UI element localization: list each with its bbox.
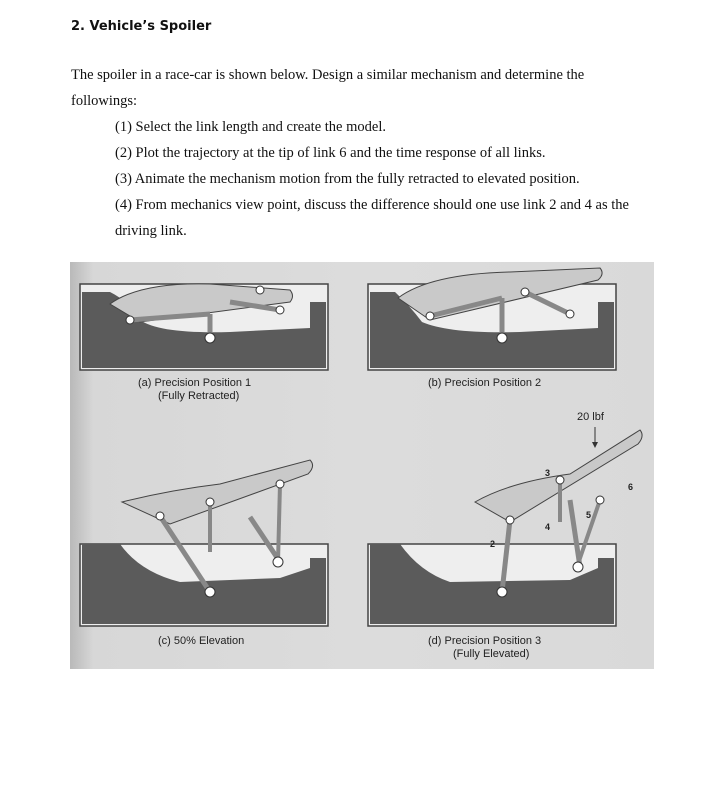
caption-b: (b) Precision Position 2 <box>428 377 542 389</box>
spoiler-figure <box>70 262 654 669</box>
link-2-label: 2 <box>490 539 496 549</box>
link-6-label: 6 <box>628 482 634 492</box>
link-4-label: 4 <box>545 522 551 532</box>
caption-c: (c) 50% Elevation <box>158 635 245 647</box>
caption-a-line1: (a) Precision Position 1 <box>138 377 252 389</box>
panel-a <box>80 284 328 402</box>
intro-line-2: followings: <box>71 93 138 109</box>
panel-d <box>368 411 642 660</box>
task-item-4-cont: driving link. <box>115 223 187 239</box>
link-3-label: 3 <box>545 468 551 478</box>
task-item-1: (1) Select the link length and create the model. <box>115 119 386 135</box>
task-item-3: (3) Animate the mechanism motion from the fully retracted to elevated position. <box>115 171 580 187</box>
task-list <box>115 114 675 244</box>
intro-line-1: The spoiler in a race-car is shown below. Design a similar mechanism and determine the <box>71 67 585 83</box>
spoiler-mechanism-drawing <box>70 262 654 669</box>
section-heading: 2. Vehicle’s Spoiler <box>71 19 212 34</box>
task-item-4: (4) From mechanics view point, discuss the difference should one use link 2 and 4 as the <box>115 197 629 213</box>
intro-paragraph <box>71 62 671 114</box>
caption-d-line2: (Fully Elevated) <box>453 648 530 660</box>
caption-a-line2: (Fully Retracted) <box>158 390 240 402</box>
force-label: 20 lbf <box>577 411 604 423</box>
task-item-2: (2) Plot the trajectory at the tip of link 6 and the time response of all links. <box>115 145 546 161</box>
panel-b <box>368 268 616 389</box>
link-5-label: 5 <box>586 510 592 520</box>
panel-c <box>80 460 328 647</box>
caption-d-line1: (d) Precision Position 3 <box>428 635 542 647</box>
